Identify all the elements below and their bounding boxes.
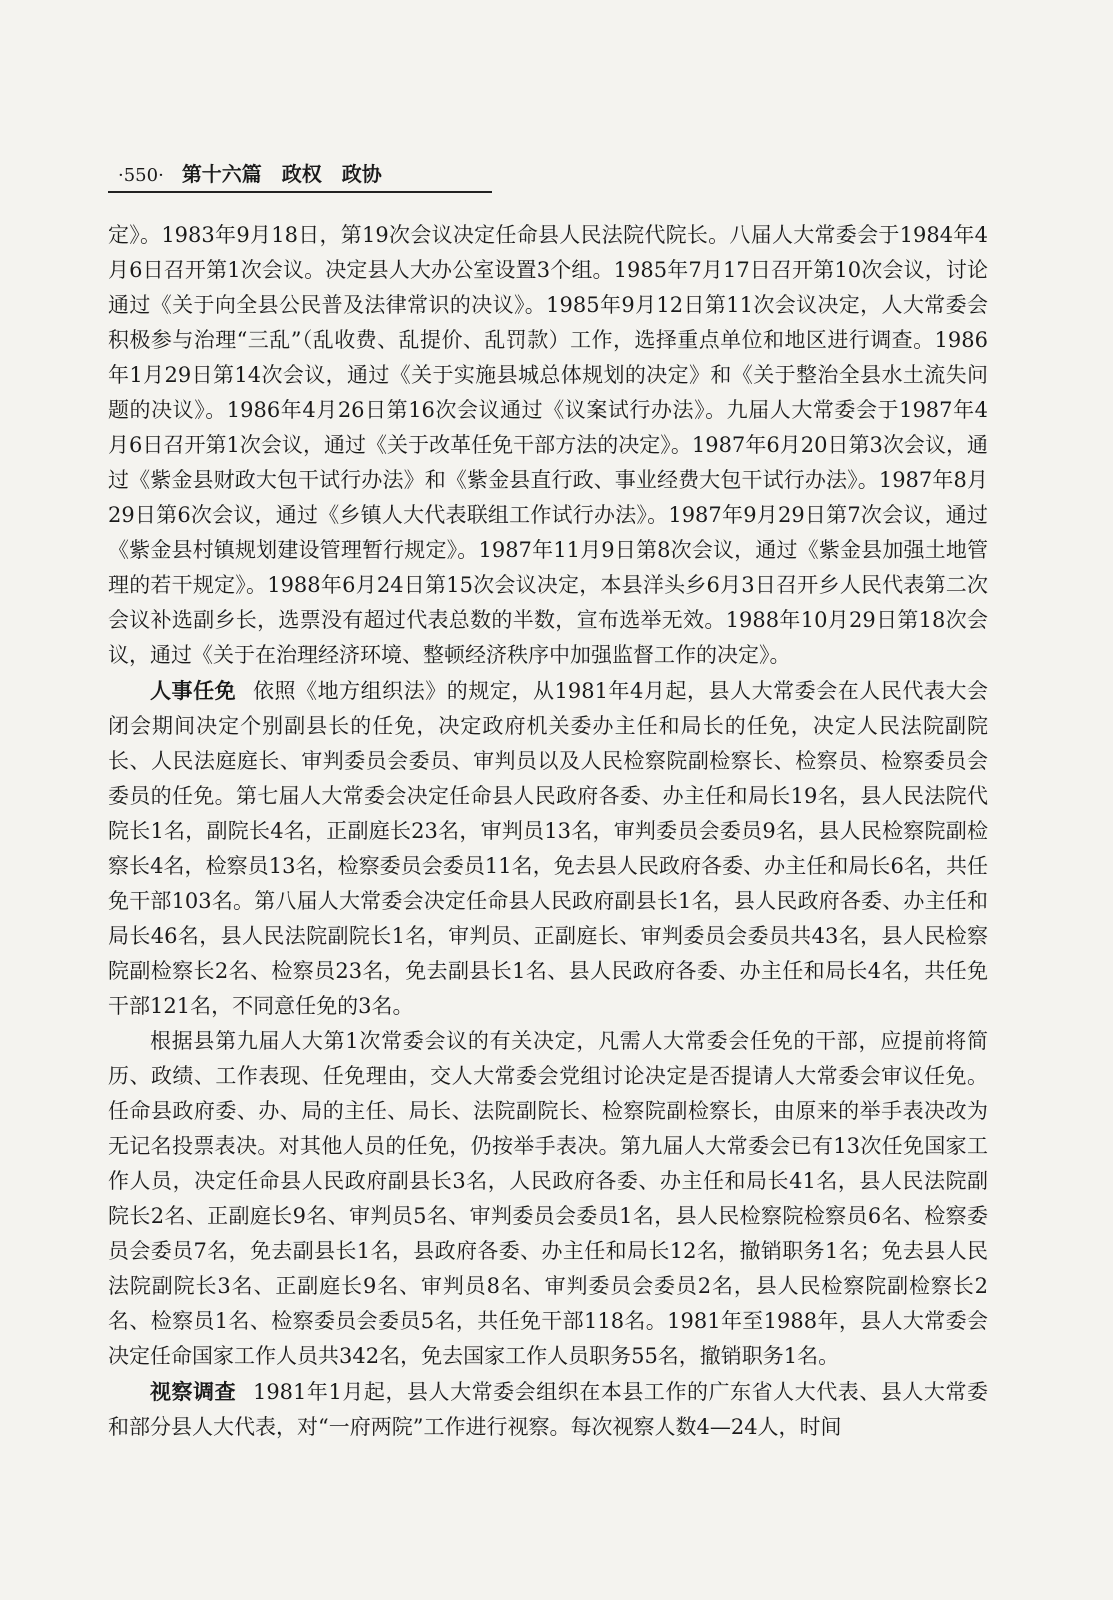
section-title: 视察调查 (150, 1379, 237, 1404)
paragraph-personnel (108, 673, 988, 1024)
paragraph-text: 1981年1月起，县人大常委会组织在本县工作的广东省人大代表、县人大常委和部分县人大代表，对“一府两院”工作进行视察。每次视察人数4—24人，时间 (108, 1380, 988, 1439)
paragraph-text: 定》。1983年9月18日，第19次会议决定任命县人民法院代院长。八届人大常委会于1984年4月6日召开第1次会议。决定县人大办公室设置3个组。1985年7月17日召开第10次会议，讨论通过《关于向全县公民普及法律常识的决议》。1985年9月12日第11次会议决定，人大常委会积极参与治理“三乱”（乱收费、乱提价、乱罚款）工作，选择重点单位和地区进行调查。1986年1月29日第14次会议，通过《关于实施县城总体规划的决定》和《关于整治全县水土流失问题的决议》。1986年4月26日第16次会议通过《议案试行办法》。九届人大常委会于1987年4月6日召开第1次会议，通过《关于改革任免干部方法的决定》。1987年6月20日第3次会议，通过《紫金县财政大包干试行办法》和《紫金县直行政、事业经费大包干试行办法》。1987年8月29日第6次会议，通过《乡镇人大代表联组工作试行办法》。1987年9月29日第7次会议，通过《紫金县村镇规划建设管理暂行规定》。1987年11月9日第8次会议，通过《紫金县加强土地管理的若干规定》。1988年6月24日第15次会议决定，本县洋头乡6月3日召开乡人民代表第二次会议补选副乡长，选票没有超过代表总数的半数，宣布选举无效。1988年10月29日第18次会议，通过《关于在治理经济环境、整顿经济秩序中加强监督工作的决定》。 (108, 223, 988, 667)
paragraph-text: 根据县第九届人大第1次常委会议的有关决定，凡需人大常委会任免的干部，应提前将简历、政绩、工作表现、任免理由，交人大常委会党组讨论决定是否提请人大常委会审议任免。任命县政府委、办、局的主任、局长、法院副院长、检察院副检察长，由原来的举手表决改为无记名投票表决。对其他人员的任免，仍按举手表决。第九届人大常委会已有13次任免国家工作人员，决定任命县人民政府副县长3名，人民政府各委、办主任和局长41名，县人民法院副院长2名、正副庭长9名、审判员5名、审判委员会委员1名，县人民检察院检察员6名、检察委员会委员7名，免去副县长1名，县政府各委、办主任和局长12名，撤销职务1名；免去县人民法院副院长3名、正副庭长9名、审判员8名、审判委员会委员2名，县人民检察院副检察长2名、检察员1名、检察委员会委员5名，共任免干部118名。1981年至1988年，县人大常委会决定任命国家工作人员共342名，免去国家工作人员职务55名，撤销职务1名。 (108, 1029, 988, 1368)
paragraph-continued (108, 218, 988, 673)
running-header (118, 160, 490, 190)
header-rule (108, 191, 492, 193)
paragraph-inspection (108, 1374, 988, 1445)
paragraph-text: 依照《地方组织法》的规定，从1981年4月起，县人大常委会在人民代表大会闭会期间决定个别副县长的任免，决定政府机关委办主任和局长的任免，决定人民法院副院长、人民法庭庭长、审判委员会委员、审判员以及人民检察院副检察长、检察员、检察委员会委员的任免。第七届人大常委会决定任命县人民政府各委、办主任和局长19名，县人民法院代院长1名，副院长4名，正副庭长23名，审判员13名，审判委员会委员9名，县人民检察院副检察长4名，检察员13名，检察委员会委员11名，免去县人民政府各委、办主任和局长6名，共任免干部103名。第八届人大常委会决定任命县人民政府副县长1名，县人民政府各委、办主任和局长46名，县人民法院副院长1名，审判员、正副庭长、审判委员会委员共43名，县人民检察院副检察长2名、检察员23名，免去副县长1名、县人民政府各委、办主任和局长4名，共任免干部121名，不同意任免的3名。 (108, 679, 988, 1018)
page-body (108, 218, 988, 1445)
paragraph-ninth-congress (108, 1024, 988, 1374)
section-title: 人事任免 (150, 678, 237, 703)
chapter-title: 第十六篇 政权 政协 (181, 162, 382, 186)
page-number: ·550· (118, 165, 164, 186)
